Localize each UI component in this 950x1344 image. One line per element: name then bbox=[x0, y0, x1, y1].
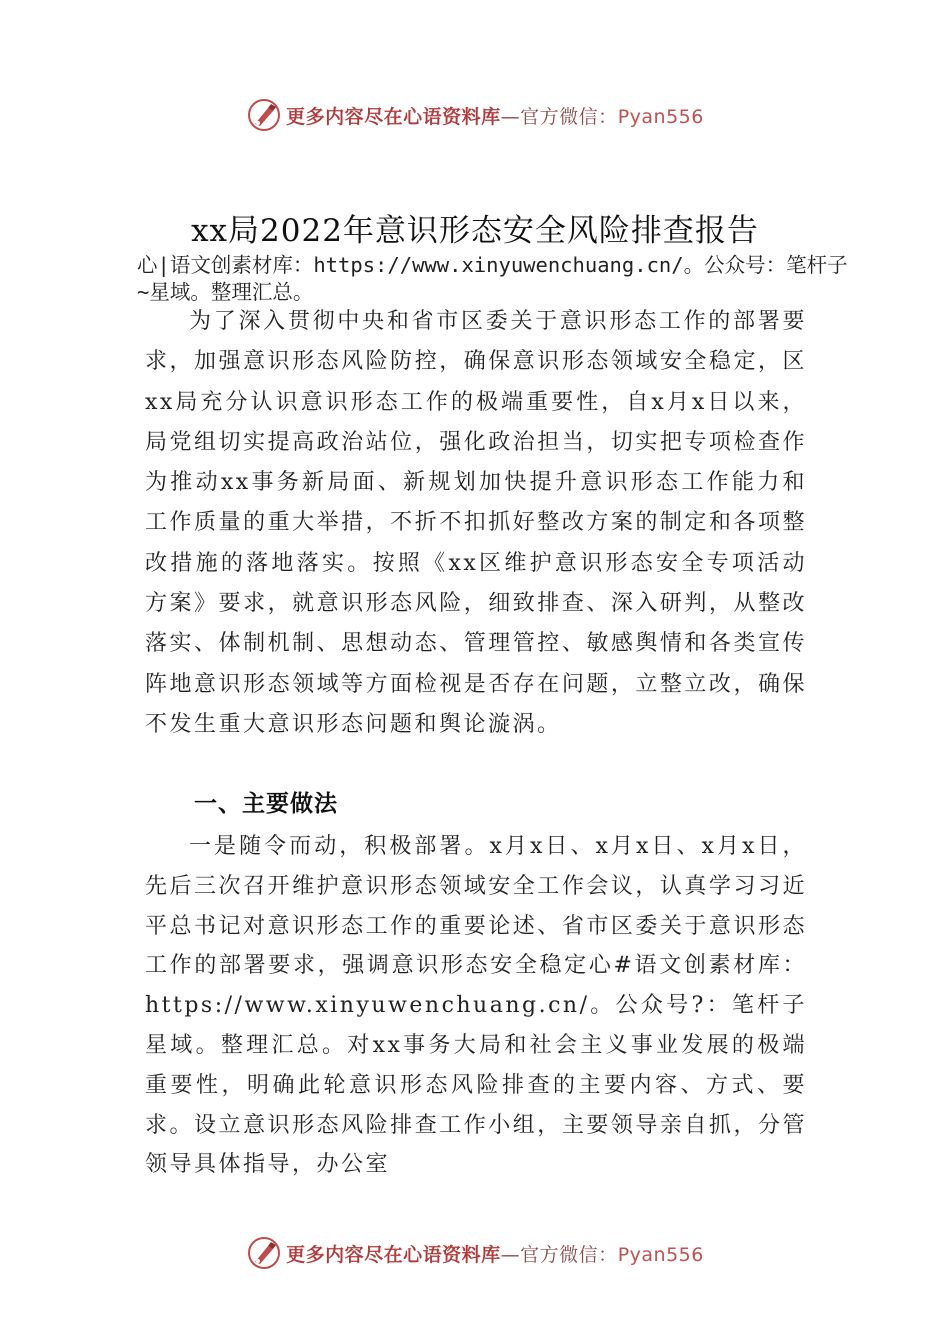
banner-prefix: 更多内容尽在心语资料库 bbox=[286, 1243, 501, 1266]
document-title: xx局2022年意识形态安全风险排查报告 bbox=[191, 213, 759, 249]
pen-nib-logo-icon bbox=[246, 1235, 282, 1271]
section-heading: 一、主要做法 bbox=[194, 791, 338, 817]
footer-banner-text bbox=[286, 1240, 704, 1267]
intro-section bbox=[145, 302, 807, 745]
header-banner bbox=[0, 95, 950, 135]
intro-paragraph: 为了深入贯彻中央和省市区委关于意识形态工作的部署要求，加强意识形态风险防控，确保意识形态领域安全稳定，区xx局充分认识意识形态工作的极端重要性，自x月x日以来，局党组切实提高政治站位，强化政治担当，切实把专项检查作为推动xx事务新局面、新规划加快提升意识形态工作能力和工作质量的重大举措，不折不扣抓好整改方案的制定和各项整改措施的落地落实。按照《xx区维护意识形态安全专项活动方案》要求，就意识形态风险，细致排查、深入研判，从整改落实、体制机制、思想动态、管理管控、敏感舆情和各类宣传阵地意识形态领域等方面检视是否存在问题，立整立改，确保不发生重大意识形态问题和舆论漩涡。 bbox=[145, 309, 807, 737]
banner-handle: Pyan556 bbox=[617, 1243, 704, 1266]
source-note: 心|语文创素材库：https://www.xinyuwenchuang.cn/。公众号：笔杆子~星域。整理汇总。 bbox=[137, 253, 848, 304]
banner-handle: Pyan556 bbox=[617, 105, 704, 128]
section1-content bbox=[145, 827, 807, 1185]
footer-banner bbox=[0, 1233, 950, 1273]
banner-separator: —官方微信： bbox=[500, 105, 618, 128]
banner-prefix: 更多内容尽在心语资料库 bbox=[286, 105, 501, 128]
pen-nib-logo-icon bbox=[246, 97, 282, 133]
header-banner-text bbox=[286, 102, 704, 129]
banner-separator: —官方微信： bbox=[500, 1243, 618, 1266]
section1-paragraph: 一是随令而动，积极部署。x月x日、x月x日、x月x日，先后三次召开维护意识形态领域安全工作会议，认真学习习近平总书记对意识形态工作的重要论述、省市区委关于意识形态工作的部署要求，强调意识形态安全稳定心#语文创素材库：https://www.xinyuwenchuang.cn/。公众号?：笔杆子星域。整理汇总。对xx事务大局和社会主义事业发展的极端重要性，明确此轮意识形态风险排查的主要内容、方式、要求。设立意识形态风险排查工作小组，主要领导亲自抓，分管领导具体指导，办公室 bbox=[145, 834, 807, 1178]
